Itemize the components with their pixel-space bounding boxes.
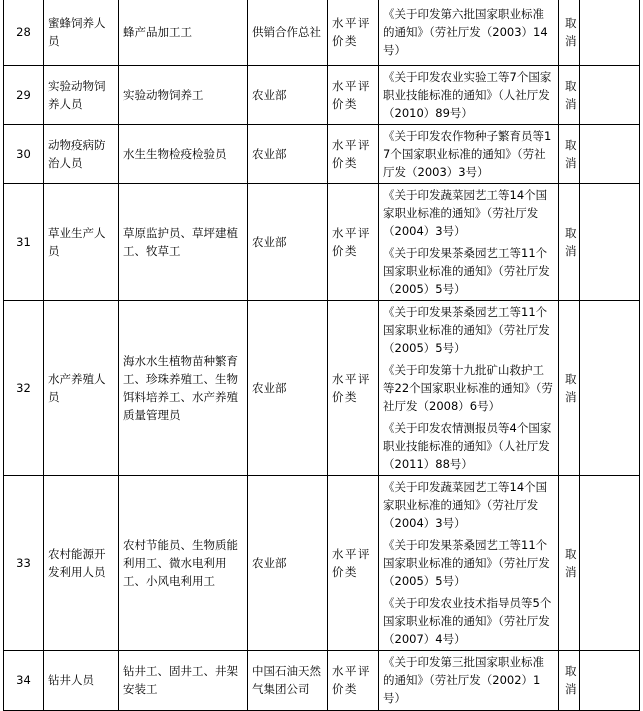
table-row	[4, 65, 640, 124]
row-number: 28	[4, 0, 44, 65]
category-cell: 水平评价类	[328, 65, 379, 124]
reference-text: 《关于印发果茶桑园艺工等11个国家职业标准的通知》（劳社厅发（2005）5号）	[383, 537, 550, 588]
action-cell: 取消	[559, 183, 580, 300]
category-cell: 水平评价类	[328, 0, 379, 65]
empty-cell	[580, 0, 640, 65]
category-cell: 水平评价类	[328, 300, 379, 475]
action-cell: 取消	[559, 650, 580, 710]
occupation-cell: 草业生产人员	[44, 183, 119, 300]
reference-cell	[379, 475, 559, 650]
row-number: 29	[4, 65, 44, 124]
reference-text: 《关于印发第三批国家职业标准的通知》（劳社厅发（2002）1号）	[383, 655, 544, 705]
row-number: 31	[4, 183, 44, 300]
empty-cell	[580, 300, 640, 475]
empty-cell	[580, 124, 640, 183]
reference-text: 《关于印发农作物种子繁育员等17个国家职业标准的通知》（劳社厅发（2003）3号）	[383, 128, 552, 179]
jobs-cell: 实验动物饲养工	[119, 65, 248, 124]
row-number: 34	[4, 650, 44, 710]
jobs-cell: 蜂产品加工工	[119, 0, 248, 65]
department-cell: 中国石油天然气集团公司	[248, 650, 328, 710]
category-cell: 水平评价类	[328, 650, 379, 710]
action-cell: 取消	[559, 475, 580, 650]
category-cell: 水平评价类	[328, 124, 379, 183]
occupation-cell: 水产养殖人员	[44, 300, 119, 475]
department-cell: 供销合作总社	[248, 0, 328, 65]
reference-text: 《关于印发第六批国家职业标准的通知》（劳社厅发（2003）14号）	[383, 7, 548, 58]
occupation-cell: 实验动物饲养人员	[44, 65, 119, 124]
action-cell: 取消	[559, 124, 580, 183]
reference-text: 《关于印发农业实验工等7个国家职业技能标准的通知》（人社厅发（2010）89号）	[383, 69, 552, 120]
action-cell: 取消	[559, 65, 580, 124]
reference-cell	[379, 124, 559, 183]
empty-cell	[580, 65, 640, 124]
action-cell: 取消	[559, 300, 580, 475]
table-row	[4, 0, 640, 65]
table-row	[4, 300, 640, 475]
reference-cell	[379, 65, 559, 124]
table-row	[4, 124, 640, 183]
occupation-cell: 钻井人员	[44, 650, 119, 710]
occupation-cell: 农村能源开发利用人员	[44, 475, 119, 650]
department-cell: 农业部	[248, 65, 328, 124]
jobs-cell: 农村节能员、生物质能利用工、微水电利用工、小风电利用工	[119, 475, 248, 650]
table-row	[4, 650, 640, 710]
reference-text: 《关于印发果茶桑园艺工等11个国家职业标准的通知》（劳社厅发（2005）5号）	[383, 245, 550, 296]
row-number: 33	[4, 475, 44, 650]
empty-cell	[580, 650, 640, 710]
row-number: 32	[4, 300, 44, 475]
reference-text: 《关于印发第十九批矿山救护工等22个国家职业标准的通知》（劳社厅发（2008）6号）	[383, 362, 553, 413]
reference-cell	[379, 0, 559, 65]
reference-text: 《关于印发蔬菜园艺工等14个国家职业标准的通知》（劳社厅发（2004）3号）	[383, 479, 548, 530]
table-row	[4, 475, 640, 650]
jobs-cell: 海水水生植物苗种繁育工、珍珠养殖工、生物饵料培养工、水产养殖质量管理员	[119, 300, 248, 475]
department-cell: 农业部	[248, 300, 328, 475]
reference-cell	[379, 183, 559, 300]
category-cell: 水平评价类	[328, 475, 379, 650]
reference-text: 《关于印发蔬菜园艺工等14个国家职业标准的通知》（劳社厅发（2004）3号）	[383, 187, 548, 238]
row-number: 30	[4, 124, 44, 183]
department-cell: 农业部	[248, 475, 328, 650]
jobs-cell: 水生生物检疫检验员	[119, 124, 248, 183]
category-cell: 水平评价类	[328, 183, 379, 300]
reference-text: 《关于印发农情测报员等4个国家职业技能标准的通知》（人社厅发（2011）88号）	[383, 420, 552, 471]
occupation-cell: 蜜蜂饲养人员	[44, 0, 119, 65]
reference-text: 《关于印发农业技术指导员等5个国家职业标准的通知》（劳社厅发（2007）4号）	[383, 595, 552, 646]
empty-cell	[580, 475, 640, 650]
action-cell: 取消	[559, 0, 580, 65]
reference-cell	[379, 300, 559, 475]
reference-text: 《关于印发果茶桑园艺工等11个国家职业标准的通知》（劳社厅发（2005）5号）	[383, 304, 550, 355]
table-body	[4, 0, 640, 710]
department-cell: 农业部	[248, 183, 328, 300]
table-row	[4, 183, 640, 300]
reference-cell	[379, 650, 559, 710]
jobs-cell: 草原监护员、草坪建植工、牧草工	[119, 183, 248, 300]
jobs-cell: 钻井工、固井工、井架安装工	[119, 650, 248, 710]
empty-cell	[580, 183, 640, 300]
department-cell: 农业部	[248, 124, 328, 183]
occupation-table	[3, 0, 640, 711]
occupation-cell: 动物疫病防治人员	[44, 124, 119, 183]
